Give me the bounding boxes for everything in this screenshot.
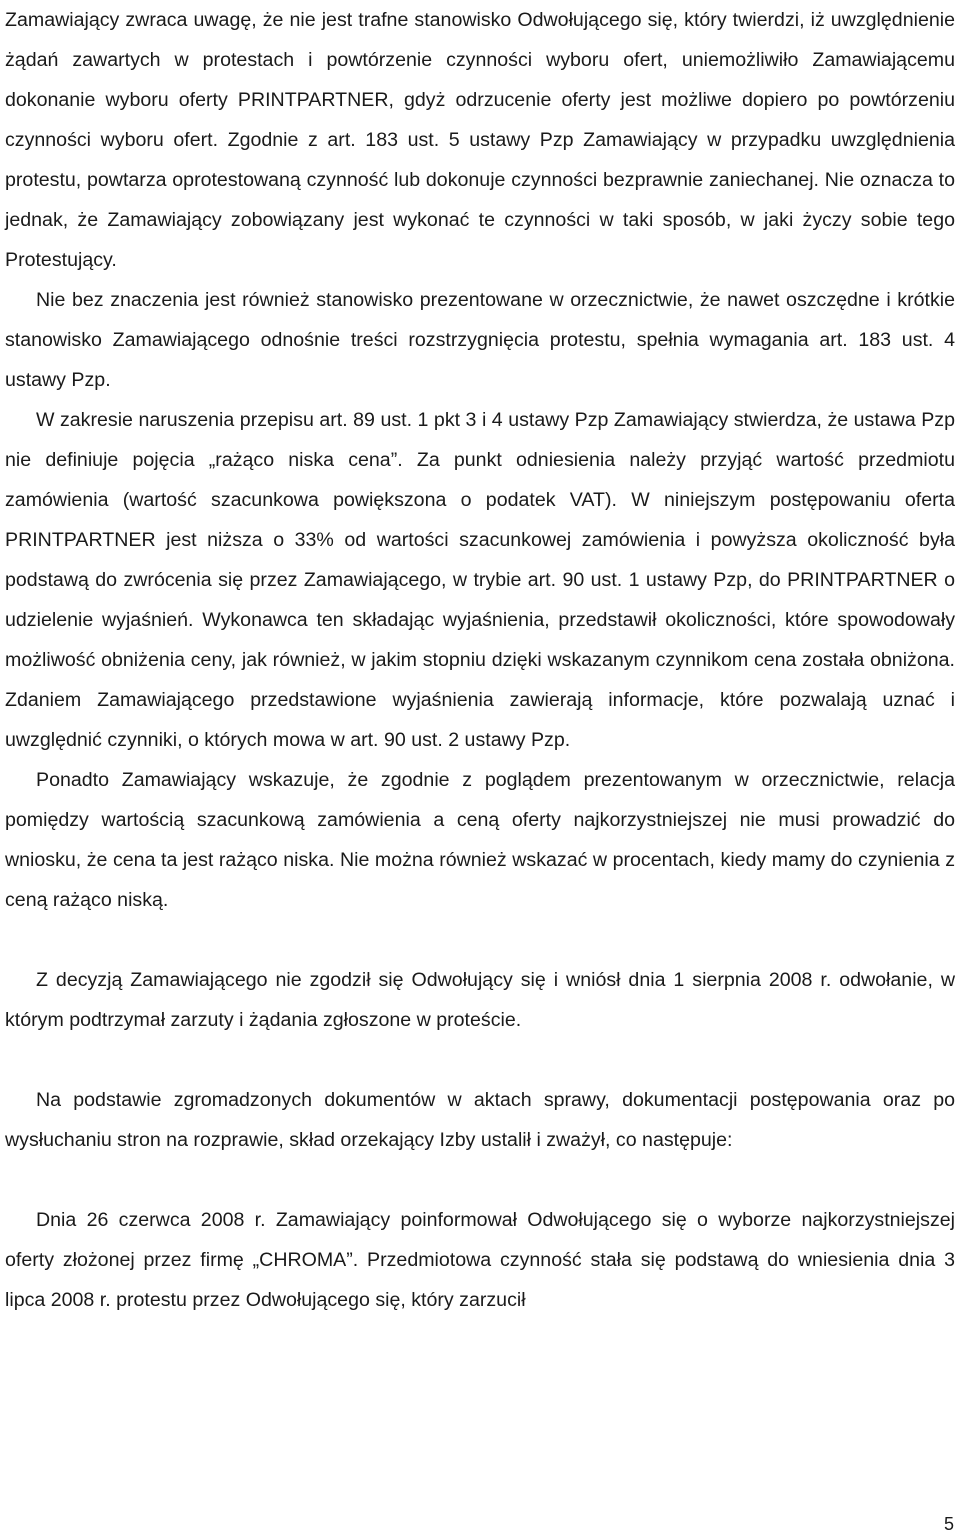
paragraph-4: Ponadto Zamawiający wskazuje, że zgodnie z poglądem prezentowanym w orzecznictwie, relacja pomiędzy wartością szacunkową zamówienia a ceną oferty najkorzystniejszej nie musi prowadzić do wniosku, że cena ta jest rażąco niska. Nie można również wskazać w procentach, kiedy mamy do czynienia z ceną rażąco niską. [5,769,955,911]
paragraph-6: Na podstawie zgromadzonych dokumentów w aktach sprawy, dokumentacji postępowania oraz po wysłuchaniu stron na rozprawie, skład orzekający Izby ustalił i zważył, co następuje: [5,1089,955,1151]
page-number: 5 [943,1514,954,1534]
paragraph-5: Z decyzją Zamawiającego nie zgodził się Odwołujący się i wniósł dnia 1 sierpnia 2008 r. odwołanie, w którym podtrzymał zarzuty i żądania zgłoszone w proteście. [5,969,955,1031]
paragraph-7: Dnia 26 czerwca 2008 r. Zamawiający poinformował Odwołującego się o wyborze najkorzystniejszej oferty złożonej przez firmę „CHROMA”. Przedmiotowa czynność stała się podstawą do wniesienia dnia 3 lipca 2008 r. protestu przez Odwołującego się, który zarzucił [5,1209,955,1311]
document-body [5,0,955,1320]
paragraph-2: Nie bez znaczenia jest również stanowisko prezentowane w orzecznictwie, że nawet oszczędne i krótkie stanowisko Zamawiającego odnośnie treści rozstrzygnięcia protestu, spełnia wymagania art. 183 ust. 4 ustawy Pzp. [5,289,955,391]
paragraph-1: Zamawiający zwraca uwagę, że nie jest trafne stanowisko Odwołującego się, który twierdzi, iż uwzględnienie żądań zawartych w protestach i powtórzenie czynności wyboru ofert, uniemożliwiło Zamawiającemu dokonanie wyboru oferty PRINTPARTNER, gdyż odrzucenie oferty jest możliwe dopiero po powtórzeniu czynności wyboru ofert. Zgodnie z art. 183 ust. 5 ustawy Pzp Zamawiający w przypadku uwzględnienia protestu, powtarza oprotestowaną czynność lub dokonuje czynności bezprawnie zaniechanej. Nie oznacza to jednak, że Zamawiający zobowiązany jest wykonać te czynności w taki sposób, w jaki życzy sobie tego Protestujący. [5,9,955,271]
paragraph-3: W zakresie naruszenia przepisu art. 89 ust. 1 pkt 3 i 4 ustawy Pzp Zamawiający stwierdza, że ustawa Pzp nie definiuje pojęcia „rażąco niska cena”. Za punkt odniesienia należy przyjąć wartość przedmiotu zamówienia (wartość szacunkowa powiększona o podatek VAT). W niniejszym postępowaniu oferta PRINTPARTNER jest niższa o 33% od wartości szacunkowej zamówienia i powyższa okoliczność była podstawą do zwrócenia się przez Zamawiającego, w trybie art. 90 ust. 1 ustawy Pzp, do PRINTPARTNER o udzielenie wyjaśnień. Wykonawca ten składając wyjaśnienia, przedstawił okoliczności, które spowodowały możliwość obniżenia ceny, jak również, w jakim stopniu dzięki wskazanym czynnikom cena została obniżona. Zdaniem Zamawiającego przedstawione wyjaśnienia zawierają informacje, które pozwalają uznać i uwzględnić czynniki, o których mowa w art. 90 ust. 2 ustawy Pzp. [5,409,955,751]
